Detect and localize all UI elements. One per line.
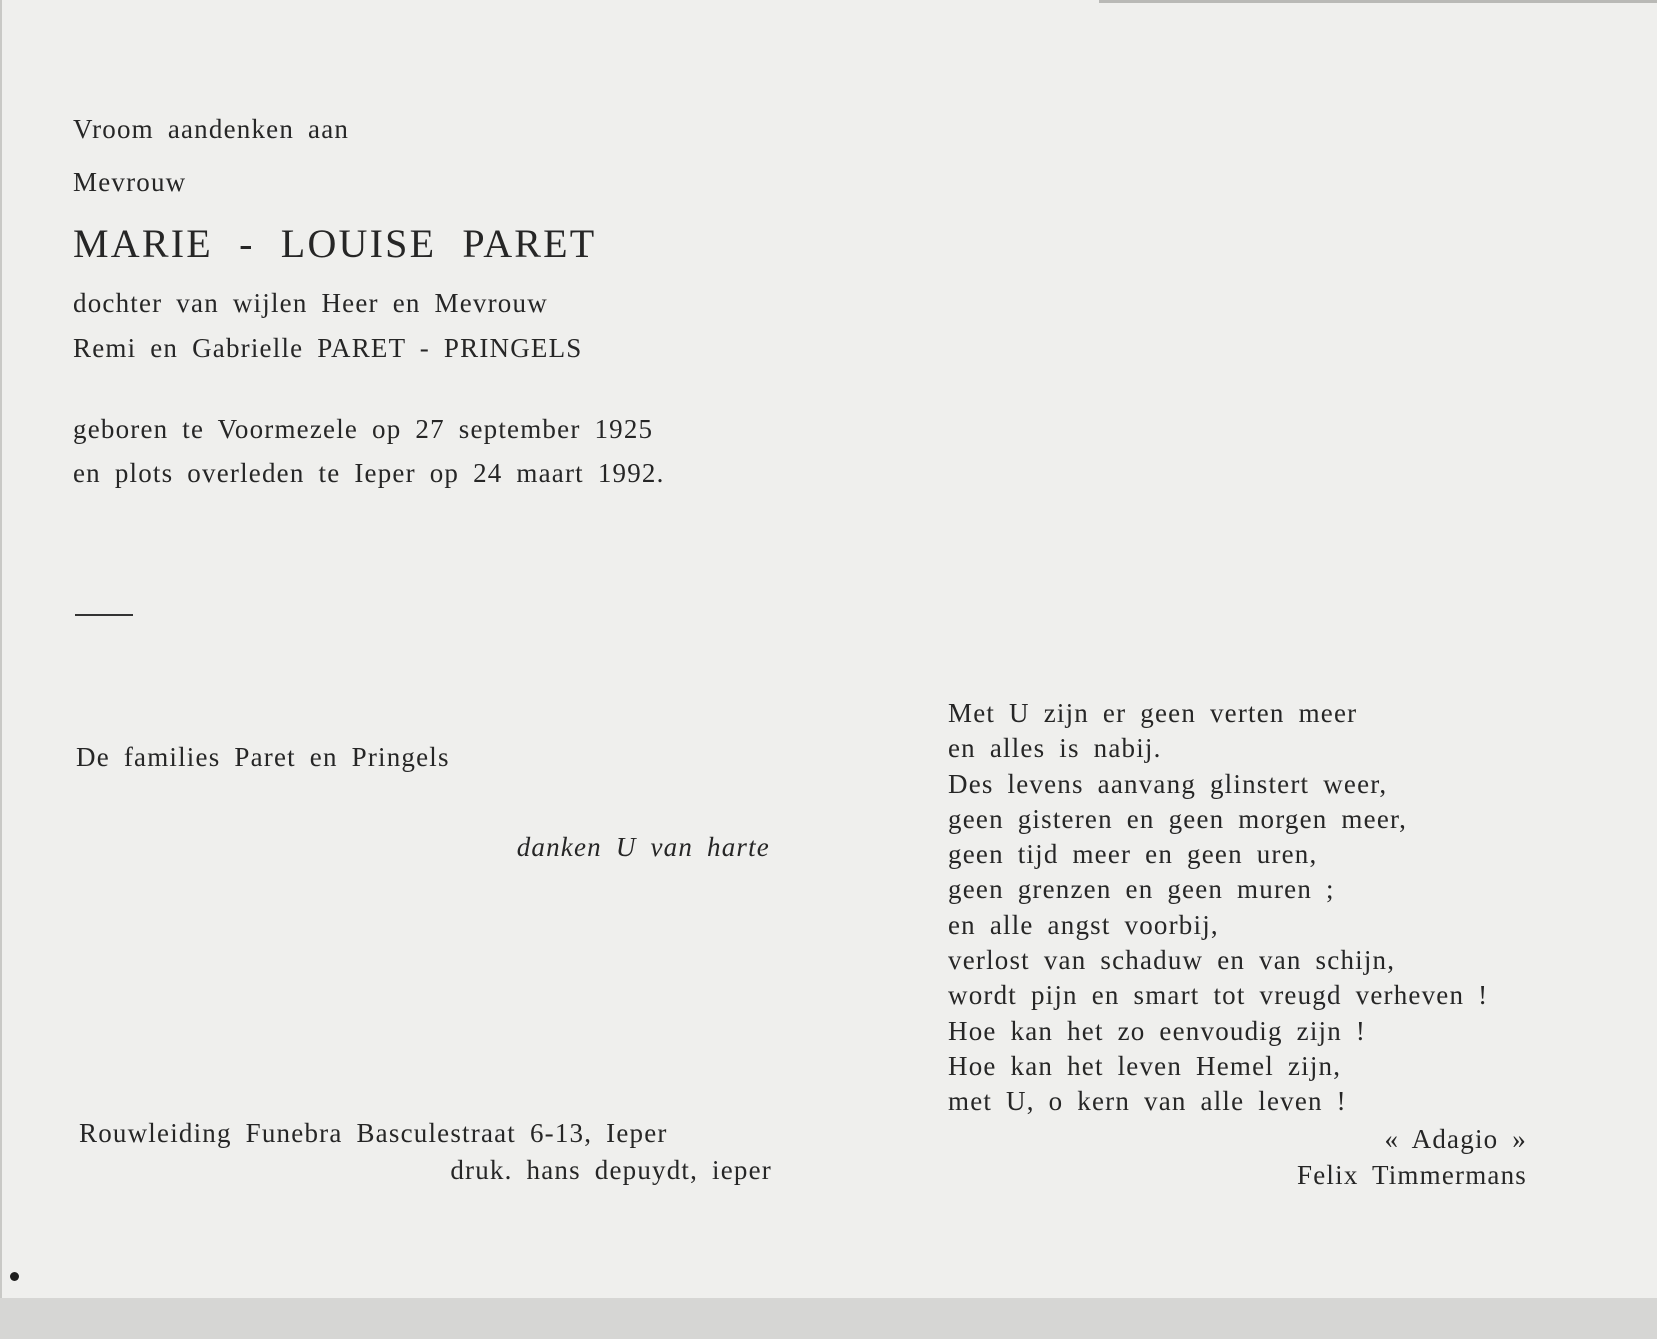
- poem: [948, 696, 1488, 1120]
- birth-line: geboren te Voormezele op 27 september 1925: [73, 414, 654, 444]
- poem-line: en alle angst voorbij,: [948, 909, 1219, 940]
- scan-edge: [1099, 0, 1657, 3]
- poem-line: geen gisteren en geen morgen meer,: [948, 803, 1408, 834]
- poem-line: Hoe kan het leven Hemel zijn,: [948, 1050, 1342, 1081]
- death-line: en plots overleden te Ieper op 24 maart 1992.: [73, 458, 665, 488]
- separator-dash: [75, 614, 133, 616]
- undertaker-line: Rouwleiding Funebra Basculestraat 6-13, Ieper: [79, 1118, 668, 1148]
- deceased-name: MARIE - LOUISE PARET: [73, 221, 597, 266]
- poem-line: Hoe kan het zo eenvoudig zijn !: [948, 1015, 1367, 1046]
- poem-line: Des levens aanvang glinstert weer,: [948, 768, 1388, 799]
- poem-line: wordt pijn en smart tot vreugd verheven !: [948, 980, 1489, 1011]
- poem-line: geen grenzen en geen muren ;: [948, 874, 1335, 905]
- salutation: Mevrouw: [73, 167, 187, 197]
- printer-line: druk. hans depuydt, ieper: [450, 1155, 772, 1185]
- poem-title: « Adagio »: [1384, 1124, 1527, 1154]
- poem-line: Met U zijn er geen verten meer: [948, 698, 1358, 728]
- poem-line: met U, o kern van alle leven !: [948, 1086, 1347, 1117]
- poem-author: Felix Timmermans: [1297, 1160, 1527, 1190]
- families-line: De families Paret en Pringels: [76, 742, 450, 772]
- poem-line: verlost van schaduw en van schijn,: [948, 945, 1396, 976]
- memorial-intro: Vroom aandenken aan: [73, 114, 350, 144]
- scan-speck: [10, 1272, 19, 1281]
- thank-you-line: danken U van harte: [516, 832, 770, 862]
- poem-line: geen tijd meer en geen uren,: [948, 839, 1318, 870]
- parents-line-2: Remi en Gabrielle PARET - PRINGELS: [73, 333, 583, 363]
- parents-line-1: dochter van wijlen Heer en Mevrouw: [73, 288, 548, 318]
- poem-line: en alles is nabij.: [948, 733, 1162, 764]
